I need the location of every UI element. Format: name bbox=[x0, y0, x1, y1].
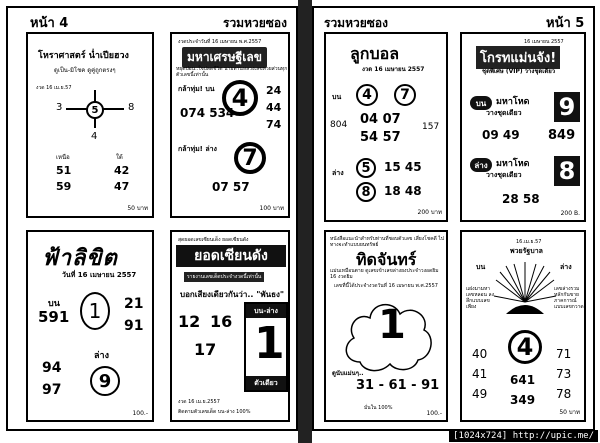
panel-price: 200 บาท bbox=[417, 209, 442, 216]
bottom-digit-box: 8 bbox=[554, 156, 580, 186]
spine bbox=[298, 0, 312, 443]
top-right-number-2: 44 bbox=[266, 101, 282, 114]
panel-price: 50 บาท bbox=[559, 409, 580, 416]
diamond-left-number: 3 bbox=[56, 102, 63, 113]
row-bottom: 18 48 bbox=[384, 184, 422, 198]
left-page bbox=[6, 6, 298, 431]
top-left-label: บน bbox=[476, 263, 486, 271]
panel-footer: มั่นใน 100% bbox=[364, 405, 393, 411]
panel-top-line: หนังสือแนะนำสำหรับท่านที่ชอบตัวเลข เสี่ยงโชคดี ไปทางจะทำแบบยนทรัพย์ bbox=[330, 236, 445, 248]
panel-price: 50 บาท bbox=[127, 205, 148, 212]
panel-date: งวด 16 เม.ย.2557 bbox=[178, 399, 220, 405]
center-column bbox=[510, 370, 535, 410]
south-number-1: 42 bbox=[114, 164, 130, 177]
left-number: 804 bbox=[330, 120, 348, 130]
right-column-number-3: 78 bbox=[556, 387, 572, 401]
top-right-number-3: 74 bbox=[266, 118, 282, 131]
panel-quote: บอกเสียงเดียวกันว่า.. "พันธง" bbox=[180, 290, 285, 299]
bottom-numbers: 28 58 bbox=[502, 192, 540, 206]
middle-number-2: 54 57 bbox=[360, 130, 401, 145]
page-number: หน้า 5 bbox=[546, 16, 585, 31]
left-column-number-1: 40 bbox=[472, 347, 488, 361]
bottom-numbers: 31 - 61 - 91 bbox=[356, 378, 440, 393]
panel-horoscope bbox=[26, 32, 154, 218]
panel-top-line: สุดยอดเลขเซียนเด็ง ยอดเซียนดัง bbox=[178, 237, 249, 243]
right-page bbox=[312, 6, 595, 431]
panel-government-lottery bbox=[460, 230, 586, 422]
top-numbers: 09 49 bbox=[482, 128, 520, 142]
panel-subtitle: ชุดพิเศษ (VIP) วางชุดเดียว bbox=[482, 68, 556, 75]
bottom-sub: วางชุดเดียว bbox=[486, 171, 522, 179]
top-circle-2: 7 bbox=[394, 84, 416, 106]
right-number-1: 21 bbox=[124, 296, 144, 312]
side-left-text: แฝงมามหาเลขหลอน ลงลึกแบบเลขเพียง bbox=[466, 286, 495, 310]
panel-title: ลูกบอล bbox=[350, 44, 400, 63]
panel-ball bbox=[324, 32, 448, 222]
top-digit-circle: 1 bbox=[80, 292, 110, 330]
north-number-2: 59 bbox=[56, 180, 72, 193]
panel-title: มหาเศรษฐีเลข bbox=[182, 47, 267, 68]
bottom-numbers: 07 57 bbox=[212, 180, 250, 194]
top-circle-1: 4 bbox=[356, 84, 378, 106]
number-17: 17 bbox=[194, 340, 217, 359]
number-16: 16 bbox=[210, 312, 233, 331]
box-footer: ตัวเดียว bbox=[246, 376, 286, 390]
middle-number-1: 04 07 bbox=[360, 112, 401, 127]
single-digit-box bbox=[244, 302, 288, 392]
bon-label: บน bbox=[332, 93, 342, 101]
panel-date: วันที่ 16 เมษายน 2557 bbox=[62, 271, 137, 279]
south-number-2: 47 bbox=[114, 180, 130, 193]
panel-subtitle: หยุดปอน..ใจปลดชีวิต นายทานหลวงเลขทวยส่วนทุกตัวเลขนี้เท่านั้น bbox=[176, 66, 288, 78]
bon-label: บน bbox=[48, 299, 60, 309]
top-right-numbers bbox=[266, 82, 286, 133]
panel-date: งวด 16 เม.ย.57 bbox=[36, 85, 72, 91]
bon-number: 591 bbox=[38, 308, 70, 326]
left-column-number-3: 49 bbox=[472, 387, 488, 401]
panel-price: 100.- bbox=[132, 410, 148, 417]
big-digit-circle: 4 bbox=[508, 330, 542, 364]
right-number: 157 bbox=[422, 122, 440, 132]
panel-date: 16 เมษายน 2557 bbox=[524, 39, 564, 45]
panel-date: 16.เม.ย.57 bbox=[516, 239, 542, 245]
panel-title: โหราศาสตร์ น่ำเปียฮวง bbox=[38, 51, 129, 61]
panel-title: ทิดจันทร์ bbox=[356, 250, 417, 269]
big-digit: 1 bbox=[378, 302, 406, 348]
top-right-number-1: 24 bbox=[266, 84, 282, 97]
panel-date: งวด 16 เมษายน 2557 bbox=[362, 66, 425, 73]
bottom-digit-circle: 7 bbox=[234, 142, 266, 174]
sunburst-icon bbox=[492, 258, 558, 322]
panel-subtitle: ดูเป็น-มิโชค ดูคู่ถูกตรงๆ bbox=[54, 67, 116, 74]
top-right-label: ล่าง bbox=[560, 263, 572, 271]
panel-tid-chan bbox=[324, 230, 448, 422]
date-line: เลขที่นี้ได้ประจำงวดวันที่ 16 เมษายน พ.ศ.2557 bbox=[334, 283, 438, 289]
top-sub: วางชุดเดียว bbox=[486, 109, 522, 117]
left-column bbox=[472, 344, 487, 404]
panel-footer: ติดตามตัวเลขเด็ด บน-ล่าง 100% bbox=[178, 409, 251, 415]
panel-title: ยอดเซียนดัง bbox=[176, 245, 286, 267]
panel-subtitle: แม่นเหมือนตาย ดูเลขเข้าเลขล่างยงประจำวงอดยิม 16 งวดยิม bbox=[330, 268, 439, 280]
panel-subtitle: รายงานเลขเด็ดประจำงวดนี้เท่านั้น bbox=[184, 272, 264, 282]
top-number: 074 534 bbox=[180, 106, 235, 120]
left-column-number-2: 41 bbox=[472, 367, 488, 381]
number-12: 12 bbox=[178, 312, 201, 331]
lang-label: ล่าง bbox=[94, 351, 109, 361]
page-number: หน้า 4 bbox=[30, 16, 69, 31]
north-label: เหนือ bbox=[56, 154, 70, 161]
bottom-digit-circle: 9 bbox=[90, 366, 120, 396]
side-right-text: เลขล่างรวมหลักกันขาย ภาคการณ์แบบเลขกวาด bbox=[554, 286, 584, 310]
panel-accurate bbox=[460, 32, 586, 222]
top-label: มหาโหด bbox=[496, 97, 530, 107]
lang-label: ล่าง bbox=[332, 169, 344, 177]
right-column bbox=[556, 344, 571, 404]
center-column-number-1: 641 bbox=[510, 373, 536, 387]
right-number-2: 91 bbox=[124, 318, 144, 334]
page-header: รวมหวยซอง bbox=[324, 16, 388, 30]
panel-top-line: งวดประจำวันที่ 16 เมษายน พ.ศ.2557 bbox=[178, 39, 262, 45]
diamond-right-number: 8 bbox=[128, 102, 135, 113]
left-bottom-number-2: 97 bbox=[42, 382, 62, 398]
panel-title: ฟ้าลิขิต bbox=[42, 246, 118, 271]
watermark: [1024x724] http://upic.me/ bbox=[449, 430, 598, 442]
south-label: ใต้ bbox=[116, 154, 123, 161]
box-label: บน-ล่าง bbox=[246, 304, 286, 318]
top-digit-box: 9 bbox=[554, 92, 580, 122]
center-column-number-2: 349 bbox=[510, 393, 536, 407]
mid-circle: 5 bbox=[356, 158, 376, 178]
bottom-circle: 8 bbox=[356, 182, 376, 202]
panel-price: 200 B. bbox=[560, 210, 580, 217]
diamond-bottom-number: 4 bbox=[91, 131, 98, 142]
top-label: กล้าทุ่ม! บน bbox=[178, 85, 215, 93]
panel-famous-expert bbox=[170, 230, 290, 422]
bottom-label: กล้าทุ่ม! ล่าง bbox=[178, 145, 217, 153]
right-column-number-1: 71 bbox=[556, 347, 572, 361]
panel-price: 100.- bbox=[426, 410, 442, 417]
north-number-1: 51 bbox=[56, 164, 72, 177]
panel-title: พวยรัฐบาล bbox=[510, 247, 543, 255]
row-mid: 15 45 bbox=[384, 160, 422, 174]
right-column-number-2: 73 bbox=[556, 367, 572, 381]
left-bottom-number-1: 94 bbox=[42, 360, 62, 376]
bottom-tag: ล่าง bbox=[470, 158, 492, 172]
top-digit-circle: 4 bbox=[222, 80, 258, 116]
center-circle: 5 bbox=[86, 101, 104, 119]
panel-title: โกรทแม่นจัง! bbox=[476, 46, 560, 69]
note: ดูนับแม่นๆ.. bbox=[332, 370, 364, 377]
page-header: รวมหวยซอง bbox=[223, 16, 287, 30]
box-digit: 1 bbox=[254, 318, 285, 369]
panel-fate bbox=[26, 230, 154, 422]
top-big-number: 849 bbox=[548, 128, 576, 143]
bottom-label: มหาโหด bbox=[496, 159, 530, 169]
panel-rich-numbers bbox=[170, 32, 290, 218]
top-tag: บน bbox=[470, 96, 492, 110]
panel-price: 100 บาท bbox=[259, 205, 284, 212]
